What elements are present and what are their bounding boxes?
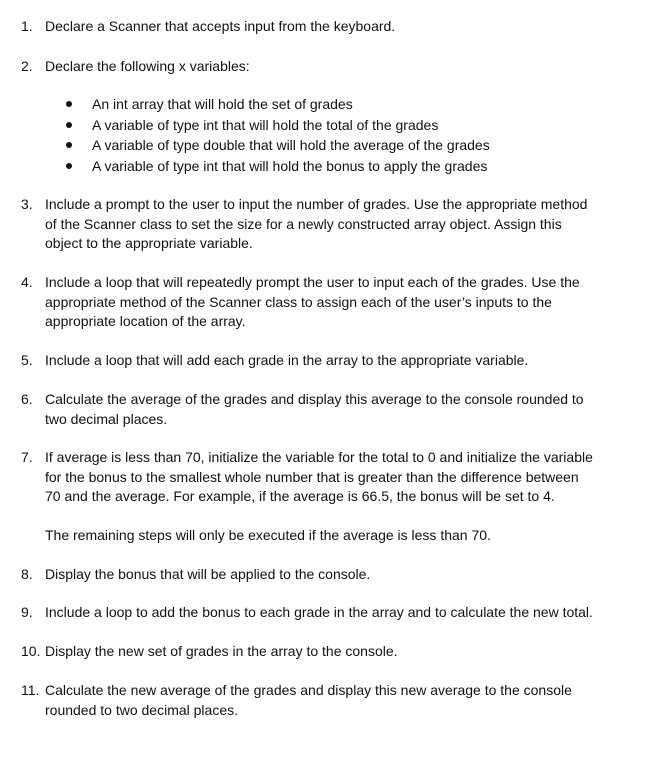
step-line: object to the appropriate variable. (45, 235, 253, 251)
step-line: of the Scanner class to set the size for a newly constructed array object. Assign this (45, 215, 562, 232)
step-line: Calculate the average of the grades and display this average to the console rounded to (45, 391, 584, 407)
bullet-text: A variable of type double that will hold the average of the grades (92, 137, 490, 154)
list-item (0, 136, 640, 157)
step-text (45, 195, 635, 254)
step-line: Display the bonus that will be applied to the console. (45, 566, 371, 582)
step-text (45, 603, 635, 623)
bullet-icon (66, 101, 72, 107)
step-line: If average is less than 70, initialize the variable for the total to 0 and initialize the variable (45, 449, 593, 465)
step-number: 6. (21, 391, 33, 407)
list-item (0, 95, 640, 116)
bullet-text: A variable of type int that will hold the total of the grades (92, 116, 439, 133)
bullet-text: An int array that will hold the set of grades (92, 96, 353, 112)
step-line: Declare the following x variables: (45, 58, 250, 74)
step-line: appropriate method of the Scanner class to assign each of the user’s inputs to the (45, 293, 552, 310)
variable-bullet-list (0, 95, 640, 178)
step-line: appropriate location of the array. (45, 313, 246, 329)
conditional-note: The remaining steps will only be executed if the average is less than 70. (45, 527, 491, 543)
bullet-icon (66, 142, 72, 148)
step-number: 8. (21, 566, 33, 582)
step-number: 2. (21, 58, 33, 74)
step-number: 11. (21, 682, 40, 698)
list-item (0, 157, 640, 178)
bullet-icon (66, 122, 72, 128)
step-text (45, 390, 635, 429)
step-number: 3. (21, 196, 33, 212)
step-line: Declare a Scanner that accepts input from the keyboard. (45, 18, 396, 34)
step-number: 5. (21, 352, 33, 368)
step-number: 10. (21, 643, 41, 659)
step-line: Include a loop to add the bonus to each grade in the array and to calculate the new total. (45, 604, 593, 620)
list-item (0, 116, 640, 137)
step-number: 4. (21, 274, 33, 290)
step-text (45, 57, 635, 77)
step-text (45, 681, 635, 720)
step-line: rounded to two decimal places. (45, 701, 238, 718)
step-number: 9. (21, 604, 33, 620)
step-text (45, 17, 635, 37)
step-line: Calculate the new average of the grades and display this new average to the console (45, 682, 572, 698)
step-line: Include a prompt to the user to input the number of grades. Use the appropriate method (45, 196, 588, 212)
step-number: 1. (21, 18, 33, 34)
bullet-icon (66, 163, 72, 169)
step-text (45, 565, 635, 585)
step-number: 7. (21, 449, 33, 465)
bullet-text: A variable of type int that will hold the bonus to apply the grades (92, 158, 488, 175)
step-line: for the bonus to the smallest whole number that is greater than the difference between (45, 468, 579, 485)
step-line: 70 and the average. For example, if the average is 66.5, the bonus will be set to 4. (45, 488, 555, 504)
step-text (45, 351, 635, 371)
step-text (45, 642, 635, 662)
step-line: Include a loop that will repeatedly prompt the user to input each of the grades. Use the (45, 274, 580, 290)
step-line: Include a loop that will add each grade in the array to the appropriate variable. (45, 352, 529, 368)
step-text (45, 448, 635, 507)
step-text (45, 273, 635, 332)
step-line: Display the new set of grades in the array to the console. (45, 643, 398, 659)
step-line: two decimal places. (45, 410, 168, 427)
